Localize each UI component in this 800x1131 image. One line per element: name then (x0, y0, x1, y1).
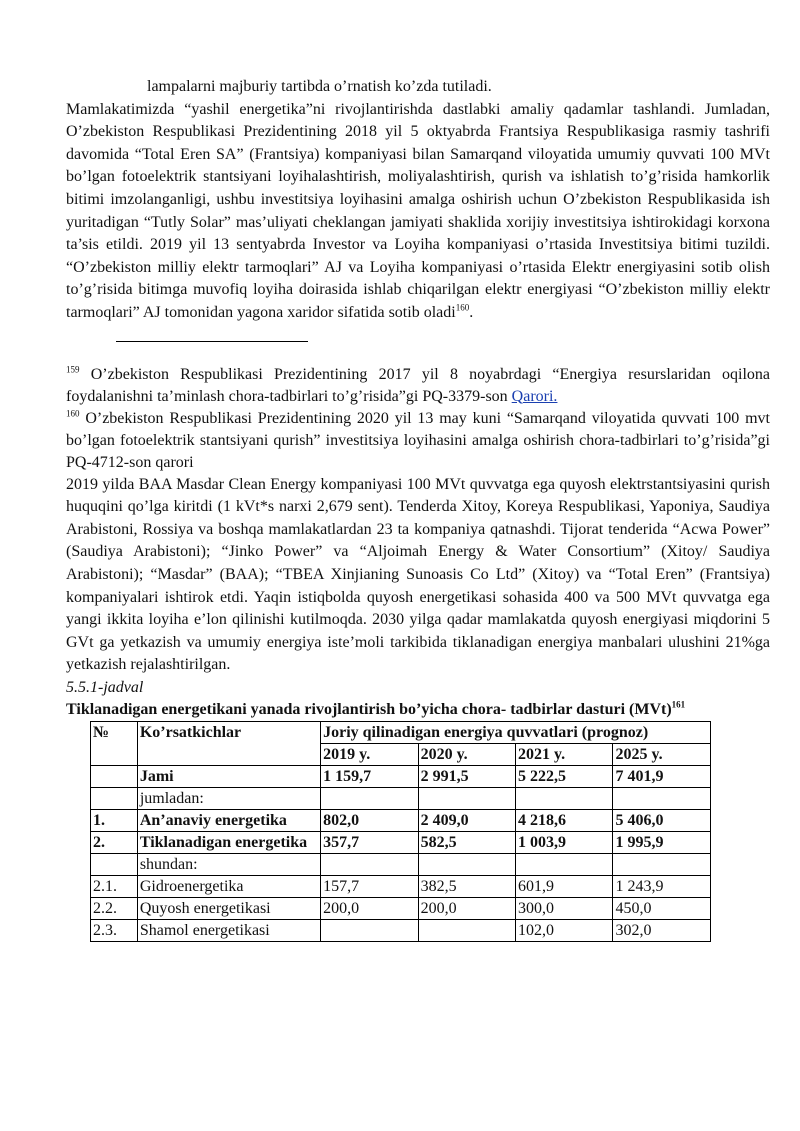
table-title (66, 699, 770, 721)
row-value (418, 919, 515, 941)
header-year: 2020 y. (418, 743, 515, 765)
header-indicators: Ko’rsatkichlar (137, 721, 320, 765)
row-value (613, 853, 711, 875)
row-value: 5 222,5 (516, 765, 613, 787)
row-value: 4 218,6 (516, 809, 613, 831)
row-label: Gidroenergetika (137, 875, 320, 897)
row-value: 7 401,9 (613, 765, 711, 787)
footnote-ref-160: 160 (455, 302, 470, 313)
footnote-159 (66, 364, 770, 408)
header-year: 2025 y. (613, 743, 711, 765)
footnote-link[interactable]: Qarori. (511, 387, 558, 405)
row-label: jumladan: (137, 787, 320, 809)
row-value (613, 787, 711, 809)
row-number: 2.2. (91, 897, 138, 919)
energy-program-table (90, 721, 711, 942)
row-value: 1 159,7 (321, 765, 418, 787)
row-value: 102,0 (516, 919, 613, 941)
table-row (91, 809, 711, 831)
row-label: Jami (137, 765, 320, 787)
row-value (418, 787, 515, 809)
row-number: 2.3. (91, 919, 138, 941)
row-value (516, 853, 613, 875)
row-value: 450,0 (613, 897, 711, 919)
row-value (321, 919, 418, 941)
row-value: 1 243,9 (613, 875, 711, 897)
header-year: 2019 y. (321, 743, 418, 765)
footnotes (66, 364, 770, 474)
row-value: 5 406,0 (613, 809, 711, 831)
row-label: An’anaviy energetika (137, 809, 320, 831)
header-capacity-group: Joriy qilinadigan energiya quvvatlari (prognoz) (321, 721, 711, 743)
row-value: 382,5 (418, 875, 515, 897)
table-title-text: Tiklanadigan energetikani yanada rivojlantirish bo’yicha chora- tadbirlar dasturi (MVt) (66, 700, 672, 718)
row-number: 2.1. (91, 875, 138, 897)
footnote-separator (116, 341, 308, 342)
row-value: 802,0 (321, 809, 418, 831)
row-value: 357,7 (321, 831, 418, 853)
footnote-text: O’zbekiston Respublikasi Prezidentining 2020 yil 13 may kuni “Samarqand viloyatida quvvati 100 mvt bo’lgan fotoelektrik stantsiyani qurish” investitsiya loyihasini amalga oshirish chora-tadbirlari to’g’risida”gi PQ-4712-son qarori (66, 409, 770, 471)
row-number (91, 853, 138, 875)
row-value (516, 787, 613, 809)
paragraph-2 (66, 99, 770, 325)
footnote-160 (66, 408, 770, 474)
row-label: Tiklanadigan energetika (137, 831, 320, 853)
footnote-number: 159 (66, 364, 80, 375)
row-value: 200,0 (321, 897, 418, 919)
header-year: 2021 y. (516, 743, 613, 765)
row-value (321, 787, 418, 809)
row-value (321, 853, 418, 875)
table-header-row (91, 721, 711, 743)
row-number: 2. (91, 831, 138, 853)
row-label: shundan: (137, 853, 320, 875)
row-label: Quyosh energetikasi (137, 897, 320, 919)
row-value: 157,7 (321, 875, 418, 897)
row-number: 1. (91, 809, 138, 831)
table-row (91, 897, 711, 919)
footnote-text: O’zbekiston Respublikasi Prezidentining 2017 yil 8 noyabrdagi “Energiya resurslaridan oqilona foydalanishni ta’minlash chora-tadbirlari to’g’risida”gi PQ-3379-son (66, 365, 771, 405)
row-value: 1 003,9 (516, 831, 613, 853)
row-label: Shamol energetikasi (137, 919, 320, 941)
row-value (418, 853, 515, 875)
row-value: 300,0 (516, 897, 613, 919)
table-caption: 5.5.1-jadval (66, 678, 144, 696)
table-row (91, 919, 711, 941)
row-value: 582,5 (418, 831, 515, 853)
row-value: 1 995,9 (613, 831, 711, 853)
table-row (91, 853, 711, 875)
document-page (66, 76, 770, 942)
paragraph-1: lampalarni majburiy tartibda o’rnatish ko’zda tutiladi. (147, 78, 492, 95)
table-row (91, 787, 711, 809)
table-row (91, 765, 711, 787)
table-row (91, 875, 711, 897)
table-row (91, 831, 711, 853)
row-value: 2 409,0 (418, 809, 515, 831)
row-value: 2 991,5 (418, 765, 515, 787)
row-value: 200,0 (418, 897, 515, 919)
row-number (91, 765, 138, 787)
footnote-number: 160 (66, 408, 80, 419)
row-value: 601,9 (516, 875, 613, 897)
footnote-ref-161: 161 (671, 699, 686, 710)
header-number: № (91, 721, 138, 765)
paragraph-2-text: Mamlakatimizda “yashil energetika”ni rivojlantirishda dastlabki amaliy qadamlar tashlandi. Jumladan, O’zbekiston Respublikasi Prezidentining 2018 yil 5 oktyabrda Frantsiya Respublikasiga rasmiy tashrifi davomida “Total Eren SA” (Frantsiya) kompaniyasi bilan Samarqand viloyatida umumiy quvvati 100 MVt bo’lgan fotoelektrik stantsiyani loyihalashtirish, moliyalashtirish, qurish va ishlatish to’g’risida hamkorlik bitimi imzolanganligi, ushbu investitsiya loyihasini amalga oshirish uchun O’zbekiston Respublikasida ish yuritadigan “Tutly Solar” mas’uliyati cheklangan jamiyati shaklida xorijiy investitsiya ishtirokidagi korxona ta’sis etildi. 2019 yil 13 sentyabrda Investor va Loyiha kompaniyasi o’rtasida Investitsiya bitimi tuzildi. “O’zbekiston milliy elektr tarmoqlari” AJ va Loyiha kompaniyasi o’rtasida Elektr energiyasini sotib olish to’g’risida bitimga muvofiq loyiha doirasida ishlab chiqarilgan elektr energiyasi “O’zbekiston milliy elektr tarmoqlari” AJ tomonidan yagona xaridor sifatida sotib oladi (66, 100, 770, 321)
paragraph-3: 2019 yilda BAA Masdar Clean Energy kompaniyasi 100 MVt quvvatga ega quyosh elektrstantsiyasini qurish huquqini qo’lga kiritdi (1 kVt*s narxi 2,679 sent). Tenderda Xitoy, Koreya Respublikasi, Yaponiya, Saudiya Arabistoni, Rossiya va boshqa mamlakatlardan 23 ta kompaniya qatnashdi. Tijorat tenderida “Acwa Power” (Saudiya Arabistoni); “Jinko Power” va “Aljoimah Energy & Water Consortium” (Xitoy/ Saudiya Arabistoni); “Masdar” (BAA); “TBEA Xinjianing Sunoasis Co Ltd” (Xitoy) va “Total Eren” (Frantsiya) kompaniyalari ishtirok etdi. Yaqin istiqbolda quyosh energetikasi sohasida 400 va 500 MVt quvvatga ega yangi ikkita loyiha e’lon qilinishi kutilmoqda. 2030 yilga qadar mamlakatda quyosh energiyasi miqdorini 5 GVt ga yetkazish va umumiy energiya iste’moli tarkibida tiklanadigan energiya manbalari ulushini 21%ga yetkazish rejalashtirilgan. (66, 475, 770, 674)
row-value: 302,0 (613, 919, 711, 941)
row-number (91, 787, 138, 809)
paragraph-2-period: . (469, 303, 474, 321)
